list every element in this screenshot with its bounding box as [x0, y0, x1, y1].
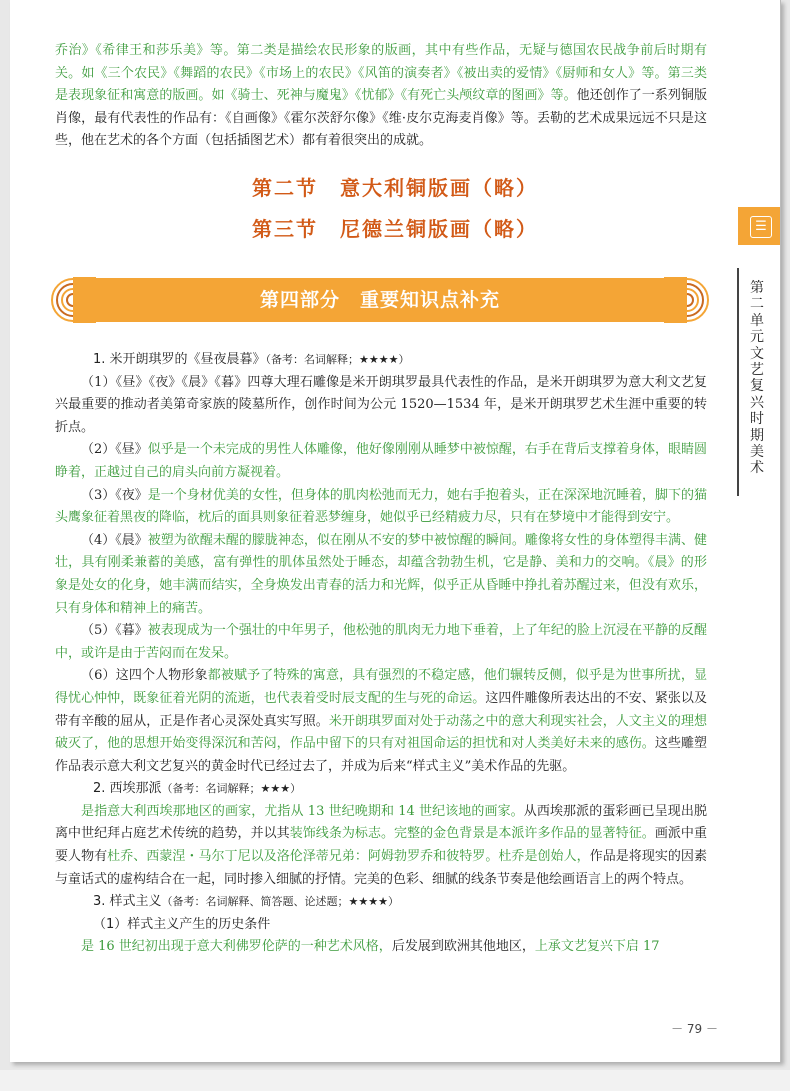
- item2-p-e: 杜乔、西蒙涅・马尔丁尼以及洛伦泽蒂兄弟：阿姆勃罗乔和彼特罗。杜乔是创始人，: [107, 849, 590, 865]
- item2-heading: [55, 778, 707, 801]
- item1-p5: [55, 620, 707, 665]
- item1-p4: [55, 530, 707, 620]
- item2-p-c: 装饰线条为标志。完整的金色背景是本派许多作品的显著特征。: [289, 826, 655, 842]
- document-page: [10, 0, 781, 1062]
- item1-p3: [55, 485, 707, 530]
- item1-note: （备考：名词解释；★★★★）: [265, 353, 410, 366]
- item2-paragraph: [55, 801, 707, 891]
- book-icon: ☰: [750, 216, 772, 238]
- section-2-title: 第二节 意大利铜版画（略）: [252, 176, 538, 200]
- item2-note: （备考：名词解释；★★★）: [161, 782, 302, 796]
- item1-p5-text: 被表现成为一个强壮的中年男子，他松弛的肌肉无力地下垂着，上了年纪的脸上沉浸在平静的反醒中，或许是由于苦闷而在发呆。: [55, 623, 707, 661]
- item1-p6: [55, 665, 707, 778]
- item3-p-c: 上承文艺复兴下启 17: [534, 939, 660, 955]
- item1-p2-text: 似乎是一个未完成的男性人体雕像，他好像刚刚从睡梦中被惊醒，右手在背后支撑着身体，眼睛圆睁着，正越过自己的肩头向前方凝视着。: [55, 442, 707, 480]
- item1-p6-e: 这些雕塑作品表示意大利文艺复兴的黄金时代已经过去了，并成为后来“样式主义”美术作品的先驱。: [55, 736, 707, 774]
- swirl-right-icon: [664, 277, 710, 323]
- item1-p6-a: （6）这四个人物形象: [81, 668, 208, 684]
- item3-heading: [55, 891, 707, 914]
- item2-p-a: 是指意大利西埃那地区的画家，尤指从 13 世纪晚期和 14 世纪该地的画家。: [81, 803, 524, 819]
- item2-p-f: 作品是将现实的因素与童话式的虚构结合在一起，同时掺入细腻的抒情。完美的色彩、细腻的线条节奏是他绘画语言上的两个特点。: [55, 849, 707, 887]
- item1-p1: （1）《昼》《夜》《晨》《暮》四尊大理石雕像是米开朗琪罗最具代表性的作品，是米开朗琪罗为意大利文艺复兴最重要的推动者美第奇家族的陵墓所作，创作时间为公元 1520—1534 年，是米开朗琪罗艺术生涯中重要的转折点。: [55, 374, 707, 435]
- item3-p-a: 是 16 世纪初出现于意大利佛罗伦萨的一种艺术风格，: [81, 939, 392, 955]
- section-3-title: 第三节 尼德兰铜版画（略）: [252, 217, 538, 241]
- item1-p6-d: 米开朗琪罗面对处于动荡之中的意大利现实社会，人文主义的理想破灭了，他的思想开始变得深沉和苦闷，作品中留下的只有对祖国命运的担忧和对人类美好未来的感伤。: [55, 713, 707, 752]
- bottom-strip: [0, 1070, 790, 1091]
- intro-block: [55, 40, 707, 153]
- sidebar-tab: [738, 207, 780, 245]
- intro-text-black: 他还创作了一系列铜版肖像，最有代表性的作品有：《自画像》《霍尔茨舒尔像》《维·皮尔克海麦肖像》等。丢勒的艺术成果远远不只是这些，他在艺术的各个方面（包括插图艺术）都有着很突出的成就。: [55, 88, 707, 149]
- item3-p-b: 后发展到欧洲其他地区，: [391, 939, 535, 955]
- item1-p4-prefix: （4）《晨》: [81, 532, 148, 548]
- item1-p2: [55, 439, 707, 484]
- sidebar-unit-label: 第二单元 文艺复兴时期美术: [750, 280, 778, 477]
- item3-paragraph: [55, 936, 707, 959]
- item1-p3-prefix: （3）《夜》: [81, 487, 148, 503]
- item1-p6-b: 都被赋予了特殊的寓意，具有强烈的不稳定感，他们辗转反侧，似乎是为世事所扰，显得忧心忡忡，既象征着光阴的流逝，也代表着受时辰支配的生与死的命运。: [55, 668, 707, 706]
- main-content: [55, 349, 707, 959]
- item2-heading-text: 2. 西埃那派: [93, 781, 162, 797]
- item1-p4-text: 被塑为欲醒未醒的朦胧神态，似在刚从不安的梦中被惊醒的瞬间。雕像将女性的身体塑得丰满、健壮，具有刚柔兼蓄的美感，富有弹性的肌体虽然处于睡态，却蕴含勃勃生机，它是静、美和力的交响。《晨》的形象是处女的化身，她丰满而结实，全身焕发出青春的活力和光辉，似乎正从昏睡中挣扎着苏醒过来，但没有欢乐，只有身体和精神上的痛苦。: [55, 532, 707, 616]
- item2-p-d: 画派中重要人物有: [55, 826, 707, 865]
- intro-paragraph: [55, 40, 707, 153]
- item1-p3-text: 是一个身材优美的女性，但身体的肌肉松弛而无力，她右手抱着头，正在深深地沉睡着，脚下的猫头鹰象征着黑夜的降临，枕后的面具则象征着恶梦缠身，她似乎已经精疲力尽，只有在梦境中才能得到安宁。: [55, 487, 707, 526]
- part-banner-title: 第四部分 重要知识点补充: [82, 278, 678, 322]
- item1-p2-prefix: （2）《昼》: [81, 442, 148, 458]
- intro-text-green: 乔治》《希律王和莎乐美》等。第二类是描绘农民形象的版画，其中有些作品，无疑与德国农民战争前后时期有关。如《三个农民》《舞蹈的农民》《市场上的农民》《风笛的演奏者》《被出卖的爱情》《厨师和女人》等。第三类是表现象征和寓意的版画。如《骑士、死神与魔鬼》《忧郁》《有死亡头颅纹章的图画》等。: [55, 43, 707, 104]
- part-banner: [50, 278, 710, 323]
- item1-heading-text: 1. 米开朗琪罗的《昼夜晨暮》: [93, 352, 266, 367]
- sidebar-divider: [737, 268, 739, 496]
- page-number: － 79 －: [671, 1022, 718, 1036]
- item3-note: （备考：名词解释、简答题、论述题；★★★★）: [161, 895, 399, 909]
- item2-p-b: 从西埃那派的蛋彩画已呈现出脱离中世纪拜占庭艺术传统的趋势，并以其: [55, 803, 707, 842]
- item3-sub1: （1）样式主义产生的历史条件: [93, 916, 271, 932]
- item1-p5-prefix: （5）《暮》: [81, 623, 148, 639]
- item1-p6-c: 这四件雕像所表达出的不安、紧张以及带有辛酸的屈从，正是作者心灵深处真实写照。: [55, 690, 707, 729]
- item1-heading: [55, 349, 707, 372]
- item3-heading-text: 3. 样式主义: [93, 894, 162, 910]
